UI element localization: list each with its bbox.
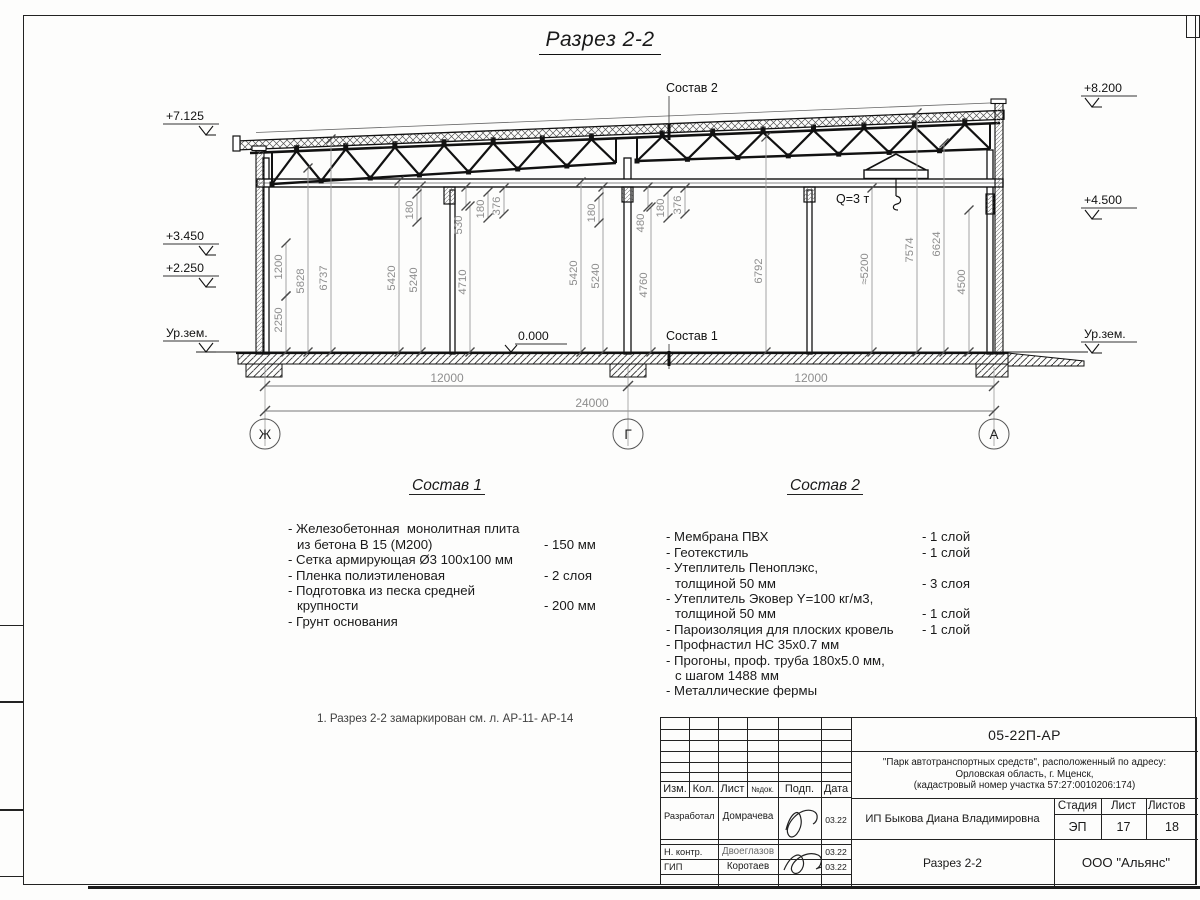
dim-label: 4710	[457, 269, 469, 295]
truss-gusset	[635, 159, 640, 164]
dim-label: 180	[655, 198, 667, 218]
spec-row	[666, 622, 984, 637]
elevation-arrow-icon	[199, 246, 216, 255]
sheet-number: 17	[1116, 819, 1131, 834]
elevation-value: +4.500	[1084, 193, 1122, 207]
ground-and-slab	[196, 352, 1088, 377]
spec-row	[666, 529, 984, 544]
axis-label: Ж	[258, 427, 272, 442]
spec-text: - Геотекстиль	[666, 544, 749, 560]
callout-label: Состав 1	[666, 329, 718, 343]
span-dim-label: 12000	[794, 371, 828, 385]
elevation-mark	[1081, 81, 1137, 107]
dim-chain	[491, 184, 509, 219]
dim-chain	[386, 177, 404, 357]
zero-level-mark	[505, 329, 567, 352]
dim-label: 5828	[295, 268, 307, 294]
dim-label: 6624	[931, 231, 943, 257]
dim-label: 530	[453, 215, 465, 235]
elevation-mark	[163, 261, 219, 287]
spec-value	[544, 614, 606, 629]
spec-text: толщиной 50 мм	[675, 575, 776, 591]
project-line: Орловская область, г. Мценск,	[955, 768, 1094, 780]
spec-value: - 1 слой	[922, 621, 971, 637]
zero-level-value: 0.000	[518, 329, 549, 343]
dim-label: 1200	[273, 254, 285, 280]
span-dim-label: 24000	[575, 396, 609, 410]
role-date: 03.22	[825, 846, 847, 857]
title-block	[660, 717, 1197, 885]
dim-chain	[404, 190, 422, 227]
dim-label: 480	[635, 213, 647, 233]
client-name: ИП Быкова Диана Владимировна	[865, 812, 1040, 825]
spec-text: - Сетка армирующая Ø3 100х100 мм	[288, 552, 513, 568]
spec-value: - 1 слой	[922, 529, 971, 545]
spec-text: - Грунт основания	[288, 613, 398, 629]
dim-chain	[672, 184, 690, 219]
dim-chain	[273, 292, 291, 357]
dim-label: 180	[475, 199, 487, 219]
spec-row	[666, 606, 984, 621]
stage-value: ЭП	[1068, 819, 1087, 834]
dim-chain	[753, 133, 771, 357]
spec-text: - Утеплитель Пеноплэкс,	[666, 560, 819, 576]
page-title-text: Разрез 2-2	[539, 28, 660, 55]
spec-row	[666, 591, 984, 606]
role-label: ГИП	[664, 861, 683, 872]
spec-row	[288, 583, 606, 598]
dim-label: 376	[672, 195, 684, 215]
spec-row	[288, 598, 606, 613]
dim-chain	[295, 164, 313, 357]
elevation-arrow-icon	[199, 278, 216, 287]
dim-label: 7574	[904, 237, 916, 263]
sheet-label: Лист	[1111, 800, 1136, 812]
signature-icon	[778, 798, 821, 882]
spec-value	[922, 653, 984, 668]
spec-value: - 1 слой	[922, 606, 971, 622]
role-label: Н. контр.	[664, 846, 703, 857]
callout-label: Состав 2	[666, 81, 718, 95]
spec-row	[288, 552, 606, 567]
truss-gusset	[786, 153, 791, 158]
dim-chain	[904, 109, 922, 357]
elevation-arrow-icon	[199, 343, 216, 352]
spec-value: - 3 слоя	[922, 575, 970, 591]
roof-edge-plate	[233, 136, 240, 151]
hoist-capacity-label: Q=3 т	[836, 192, 870, 206]
dim-label: 2250	[273, 307, 285, 333]
spec-text: - Профнастил НС 35х0.7 мм	[666, 637, 840, 653]
sostav2-title: Состав 2	[787, 478, 863, 495]
col-data: Дата	[823, 783, 849, 795]
elevation-arrow-icon	[505, 345, 521, 352]
spec-row	[288, 521, 606, 536]
spec-row	[666, 668, 984, 683]
axis-label: А	[989, 427, 999, 442]
truss-gusset	[564, 164, 569, 169]
spec-text: - Мембрана ПВХ	[666, 529, 769, 545]
truss-gusset	[836, 152, 841, 157]
spec-text: - Подготовка из песка средней	[288, 583, 475, 599]
truss-gusset	[937, 148, 942, 153]
sostav1-spec	[288, 478, 606, 629]
foundation-pad	[246, 364, 282, 377]
elevation-mark	[163, 109, 219, 135]
spec-value: - 200 мм	[544, 598, 596, 614]
spec-value	[544, 521, 606, 536]
hook-icon	[893, 196, 900, 210]
dim-chain	[273, 239, 291, 301]
dim-label: 376	[491, 196, 503, 216]
right-wall	[995, 103, 1003, 354]
spec-value	[544, 552, 606, 567]
elevation-arrow-icon	[199, 126, 216, 135]
sostav2-items	[666, 529, 984, 698]
col-podp: Подп.	[784, 783, 815, 795]
sheets-total: 18	[1165, 819, 1179, 834]
spec-value	[922, 591, 984, 606]
role-name: Коротаев	[726, 861, 770, 872]
sheet-title-cell: Разрез 2-2	[923, 855, 982, 870]
elevation-arrow-icon	[1085, 210, 1102, 219]
elevation-value: +8.200	[1084, 81, 1122, 95]
dim-label: 180	[404, 200, 416, 220]
elevation-mark	[163, 229, 219, 255]
spec-row	[666, 653, 984, 668]
spec-value	[922, 668, 984, 683]
dim-chain	[568, 178, 586, 357]
dim-label: ≈5200	[859, 253, 871, 285]
left-wall-cap	[252, 146, 266, 151]
col-kol: Кол.	[692, 783, 715, 795]
spec-text: - Железобетонная монолитная плита	[288, 521, 520, 537]
spec-text: с шагом 1488 мм	[675, 668, 779, 684]
truss-gusset	[735, 155, 740, 160]
spec-text: - Прогоны, проф. труба 180х5.0 мм,	[666, 652, 885, 668]
span-dim-label: 12000	[430, 371, 464, 385]
spec-value	[922, 683, 984, 698]
spec-value	[922, 560, 984, 575]
sostav1-items	[288, 521, 606, 629]
doc-number: 05-22П-АР	[988, 726, 1061, 743]
truss-gusset	[466, 170, 471, 175]
dim-label: 5420	[568, 260, 580, 286]
dim-chain	[931, 139, 949, 357]
floor-slab	[238, 353, 1008, 364]
col-ndok: №док.	[751, 784, 774, 794]
col-list: Лист	[720, 783, 745, 795]
project-line: (кадастровый номер участка 57:27:0010206:174)	[913, 780, 1136, 792]
axis-label: Г	[624, 427, 632, 442]
dim-chain	[586, 193, 604, 228]
ramp	[1008, 353, 1084, 366]
dim-chain	[475, 188, 493, 223]
spec-row	[288, 568, 606, 583]
spec-value	[544, 583, 606, 598]
spec-row	[666, 560, 984, 575]
project-description	[851, 751, 1198, 798]
dim-label: 4500	[956, 269, 968, 295]
truss-gusset	[887, 150, 892, 155]
sheets-label: Листов	[1148, 800, 1186, 812]
spec-value: - 1 слой	[922, 544, 971, 560]
sheet-note: 1. Разрез 2-2 замаркирован см. л. АР-11- АР-14	[317, 712, 574, 725]
spec-value: - 150 мм	[544, 536, 596, 552]
spec-row	[666, 683, 984, 698]
dim-label: 6737	[318, 265, 330, 291]
foundation-pad	[976, 364, 1008, 377]
spec-text: из бетона В 15 (М200)	[297, 536, 433, 552]
spec-row	[288, 614, 606, 629]
dim-chain	[956, 206, 974, 357]
dim-chain	[655, 188, 673, 223]
dim-label: 5420	[386, 265, 398, 291]
spec-row	[666, 545, 984, 560]
spec-row	[288, 537, 606, 552]
sostav2-spec	[666, 478, 984, 699]
dim-label: 180	[586, 203, 598, 223]
truss-gusset	[515, 167, 520, 172]
truss-gusset	[368, 176, 373, 181]
spec-text: - Утеплитель Эковер Y=100 кг/м3,	[666, 591, 874, 607]
spec-text: крупности	[297, 598, 359, 614]
elevation-mark	[1081, 193, 1137, 219]
truss-gusset	[270, 182, 275, 187]
dim-label: 5240	[590, 263, 602, 289]
spec-value: - 2 слоя	[544, 567, 592, 583]
dim-label: 4760	[638, 272, 650, 298]
spec-row	[666, 576, 984, 591]
elevation-arrow-icon	[1085, 98, 1102, 107]
role-name: Домрачева	[722, 810, 774, 822]
spec-text: - Пленка полиэтиленовая	[288, 567, 445, 583]
spec-text: - Металлические фермы	[666, 683, 818, 699]
elevation-value: +7.125	[166, 109, 204, 123]
truss-bottom-chord	[637, 149, 990, 161]
right-wall-cap	[991, 99, 1006, 104]
left-wall	[256, 150, 264, 354]
elevation-value: +2.250	[166, 261, 204, 275]
spec-value	[922, 637, 984, 652]
role-label: Разработал	[664, 811, 715, 821]
company-name: ООО "Альянс"	[1081, 855, 1171, 870]
spec-row	[666, 637, 984, 652]
stage-label: Стадия	[1057, 800, 1098, 812]
elevation-value: +3.450	[166, 229, 204, 243]
role-name: Двоеглазов	[721, 846, 775, 857]
col-izm: Изм.	[663, 783, 687, 795]
dim-chain	[859, 184, 877, 357]
elevation-value: Ур.зем.	[1084, 327, 1126, 341]
role-date: 03.22	[825, 861, 847, 872]
elevation-mark	[1081, 327, 1137, 353]
project-line: "Парк автотранспортных средств", расположенный по адресу:	[882, 757, 1167, 769]
spec-text: - Пароизоляция для плоских кровель	[666, 621, 894, 637]
sostav1-title: Состав 1	[409, 478, 485, 495]
truss-gusset	[685, 157, 690, 162]
dim-label: 5240	[408, 267, 420, 293]
truss-gusset	[319, 179, 324, 184]
dim-label: 6792	[753, 258, 765, 284]
spec-text: толщиной 50 мм	[675, 606, 776, 622]
role-date: 03.22	[825, 815, 847, 825]
truss-gusset	[417, 173, 422, 178]
elevation-mark	[163, 326, 219, 352]
elevation-value: Ур.зем.	[166, 326, 208, 340]
dim-chain	[318, 135, 336, 357]
